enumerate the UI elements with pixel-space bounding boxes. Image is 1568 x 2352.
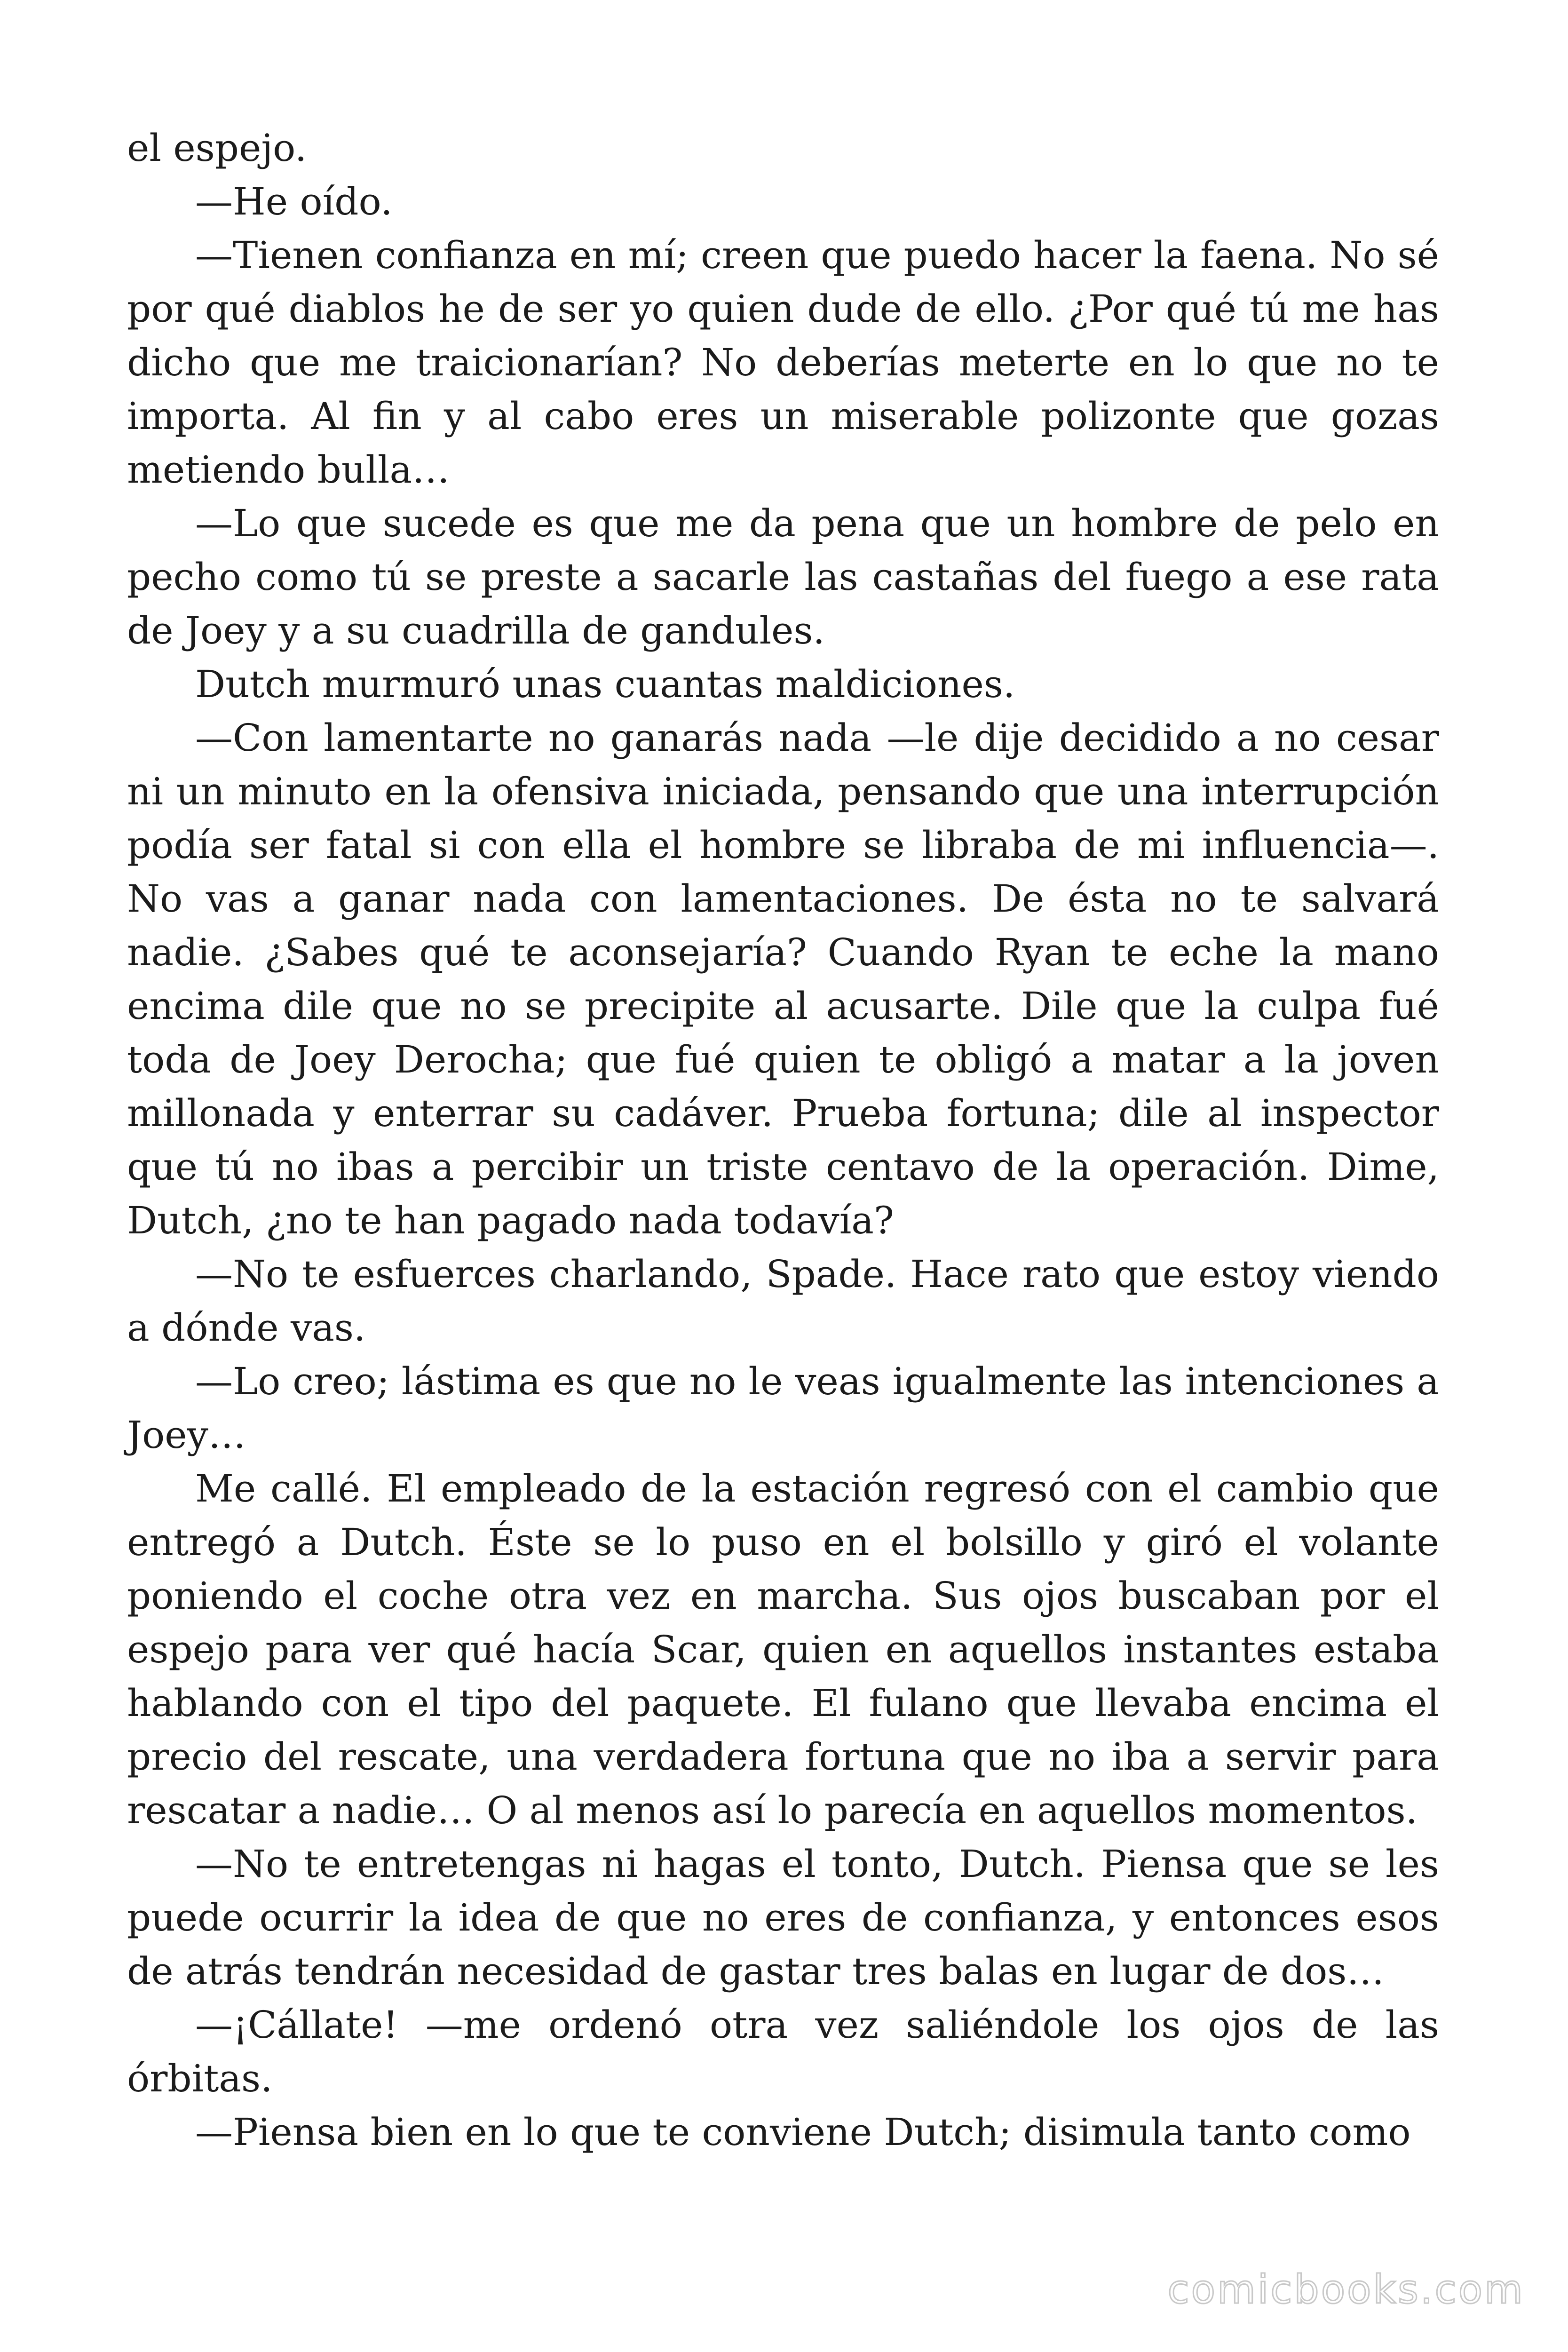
paragraph-2: —He oído. bbox=[195, 180, 393, 223]
paragraph-1: el espejo. bbox=[127, 126, 307, 170]
paragraph-7: —No te esfuerces charlando, Spade. Hace rato que estoy viendo a dónde vas. bbox=[127, 1252, 1439, 1350]
paragraph-8: —Lo creo; lástima es que no le veas igualmente las intenciones a Joey… bbox=[127, 1359, 1439, 1457]
paragraph-9: Me callé. El empleado de la estación regresó con el cambio que entregó a Dutch. Éste se lo puso en el bolsillo y giró el volante poniendo el coche otra vez en marcha. Sus ojos buscaban por el espejo para ver qué hacía Scar, quien en aquellos instantes estaba hablando con el tipo del paquete. El fulano que llevaba encima el precio del rescate, una verdadera fortuna que no iba a servir para rescatar a nadie… O al menos así lo parecía en aquellos momentos. bbox=[127, 1467, 1439, 1832]
paragraph-11: —¡Cállate! —me ordenó otra vez saliéndole los ojos de las órbitas. bbox=[127, 2003, 1439, 2100]
paragraph-10: —No te entretengas ni hagas el tonto, Dutch. Piensa que se les puede ocurrir la idea de que no eres de confianza, y entonces esos de atrás tendrán necesidad de gastar tres balas en lugar de dos… bbox=[127, 1842, 1439, 1993]
paragraph-6: —Con lamentarte no ganarás nada —le dije decidido a no cesar ni un minuto en la ofensiva iniciada, pensando que una interrupción podía ser fatal si con ella el hombre se libraba de mi influencia—. No vas a ganar nada con lamentaciones. De ésta no te salvará nadie. ¿Sabes qué te aconsejaría? Cuando Ryan te eche la mano encima dile que no se precipite al acusarte. Dile que la culpa fué toda de Joey Derocha; que fué quien te obligó a matar a la joven millonada y enterrar su cadáver. Prueba fortuna; dile al inspector que tú no ibas a percibir un triste centavo de la operación. Dime, Dutch, ¿no te han pagado nada todavía? bbox=[127, 716, 1439, 1242]
paragraph-12: —Piensa bien en lo que te conviene Dutch; disimula tanto como bbox=[195, 2110, 1411, 2154]
paragraph-4: —Lo que sucede es que me da pena que un hombre de pelo en pecho como tú se preste a sacarle las castañas del fuego a ese rata de Joey y a su cuadrilla de gandules. bbox=[127, 501, 1439, 652]
paragraph-3: —Tienen confianza en mí; creen que puedo hacer la faena. No sé por qué diablos he de ser yo quien dude de ello. ¿Por qué tú me has dicho que me traicionarían? No deberías meterte en lo que no te importa. Al fin y al cabo eres un miserable polizonte que gozas metiendo bulla… bbox=[127, 233, 1439, 492]
page-text bbox=[127, 121, 1439, 2159]
watermark: comicbooks.com bbox=[1167, 2266, 1525, 2312]
paragraph-5: Dutch murmuró unas cuantas maldiciones. bbox=[195, 662, 1015, 706]
